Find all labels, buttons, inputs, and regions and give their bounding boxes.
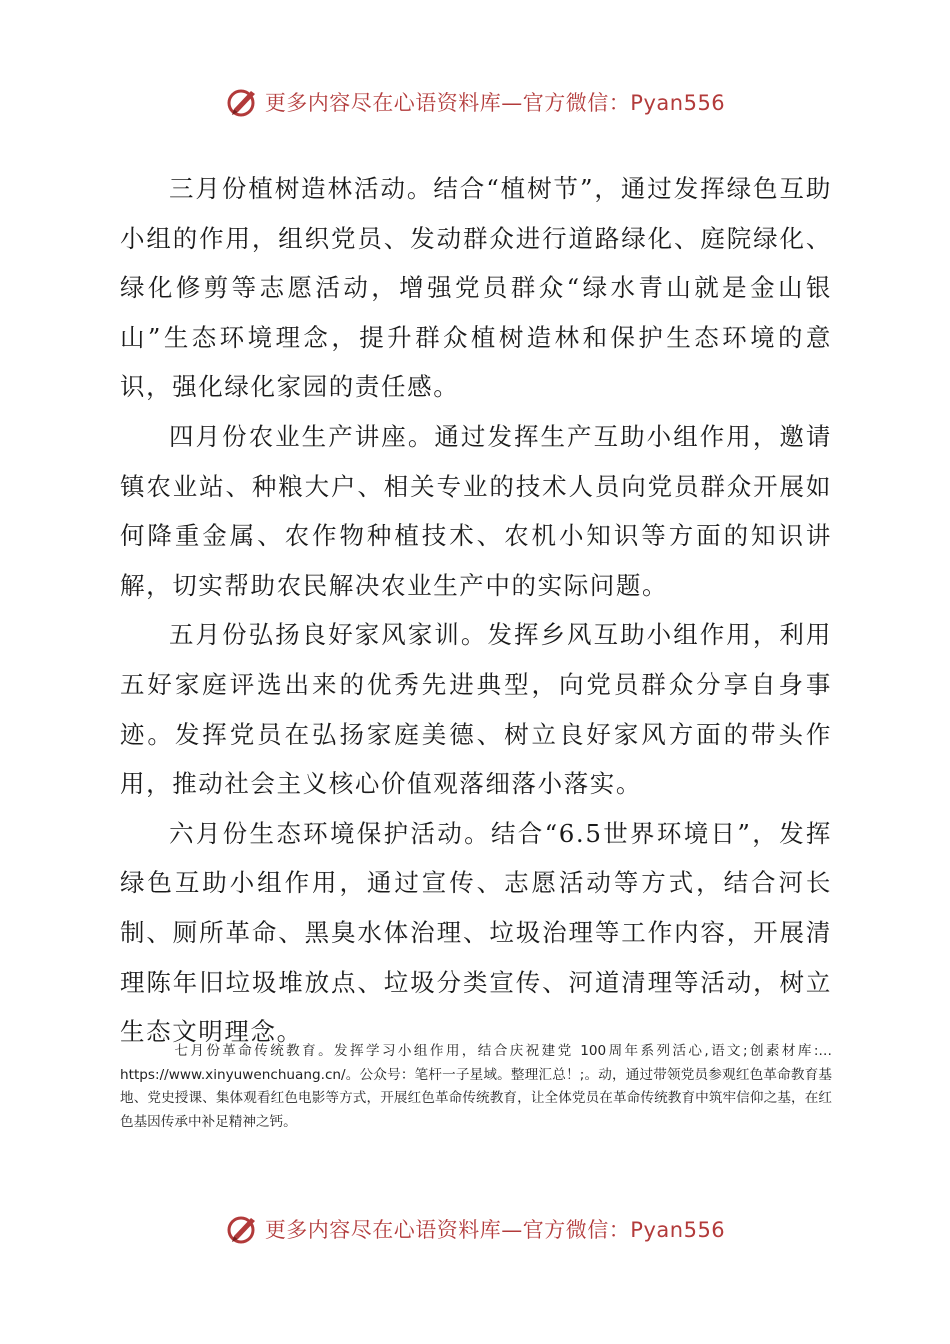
footer-banner-text: 更多内容尽在心语资料库—官方微信：Pyan556 <box>264 1218 726 1242</box>
paragraph-march: 三月份植树造林活动。结合“植树节”，通过发挥绿色互助小组的作用，组织党员、发动群众进行道路绿化、庭院绿化、绿化修剪等志愿活动，增强党员群众“绿水青山就是金山银山”生态环境理念，提升群众植树造林和保护生态环境的意识，强化绿化家园的责任感。 <box>120 174 832 402</box>
pen-circle-logo-icon <box>225 1212 259 1246</box>
footer-banner <box>0 1209 950 1249</box>
paragraph-april: 四月份农业生产讲座。通过发挥生产互助小组作用，邀请镇农业站、种粮大户、相关专业的技术人员向党员群众开展如何降重金属、农作物种植技术、农机小知识等方面的知识讲解，切实帮助农民解决农业生产中的实际问题。 <box>120 421 832 600</box>
paragraph-june: 六月份生态环境保护活动。结合“6.5世界环境日”，发挥绿色互助小组作用，通过宣传、志愿活动等方式，结合河长制、厕所革命、黑臭水体治理、垃圾治理等工作内容，开展清理陈年旧垃圾堆放点、垃圾分类宣传、河道清理等活动，树立生态文明理念。 <box>120 818 832 1047</box>
pen-circle-logo-icon <box>225 85 259 119</box>
header-banner <box>0 82 950 122</box>
header-banner-text: 更多内容尽在心语资料库—官方微信：Pyan556 <box>264 91 726 115</box>
paragraph-may: 五月份弘扬良好家风家训。发挥乡风互助小组作用，利用五好家庭评选出来的优秀先进典型，向党员群众分享自身事迹。发挥党员在弘扬家庭美德、树立良好家风方面的带头作用，推动社会主义核心价值观落细落小落实。 <box>120 620 832 799</box>
paragraph-july-small: 七月份革命传统教育。发挥学习小组作用，结合庆祝建党 100周年系列活心,语文;创素材库:…https://www.xinyuwenchuang.cn/。公众号：笔杆一子星域。整理汇总！;。动，通过带领党员参观红色革命教育基地、党史授课、集体观看红色电影等方式，开展红色革命传统教育，让全体党员在革命传统教育中筑牢信仰之基，在红色基因传承中补足精神之钙。 <box>120 1043 832 1130</box>
document-body <box>120 164 832 1057</box>
